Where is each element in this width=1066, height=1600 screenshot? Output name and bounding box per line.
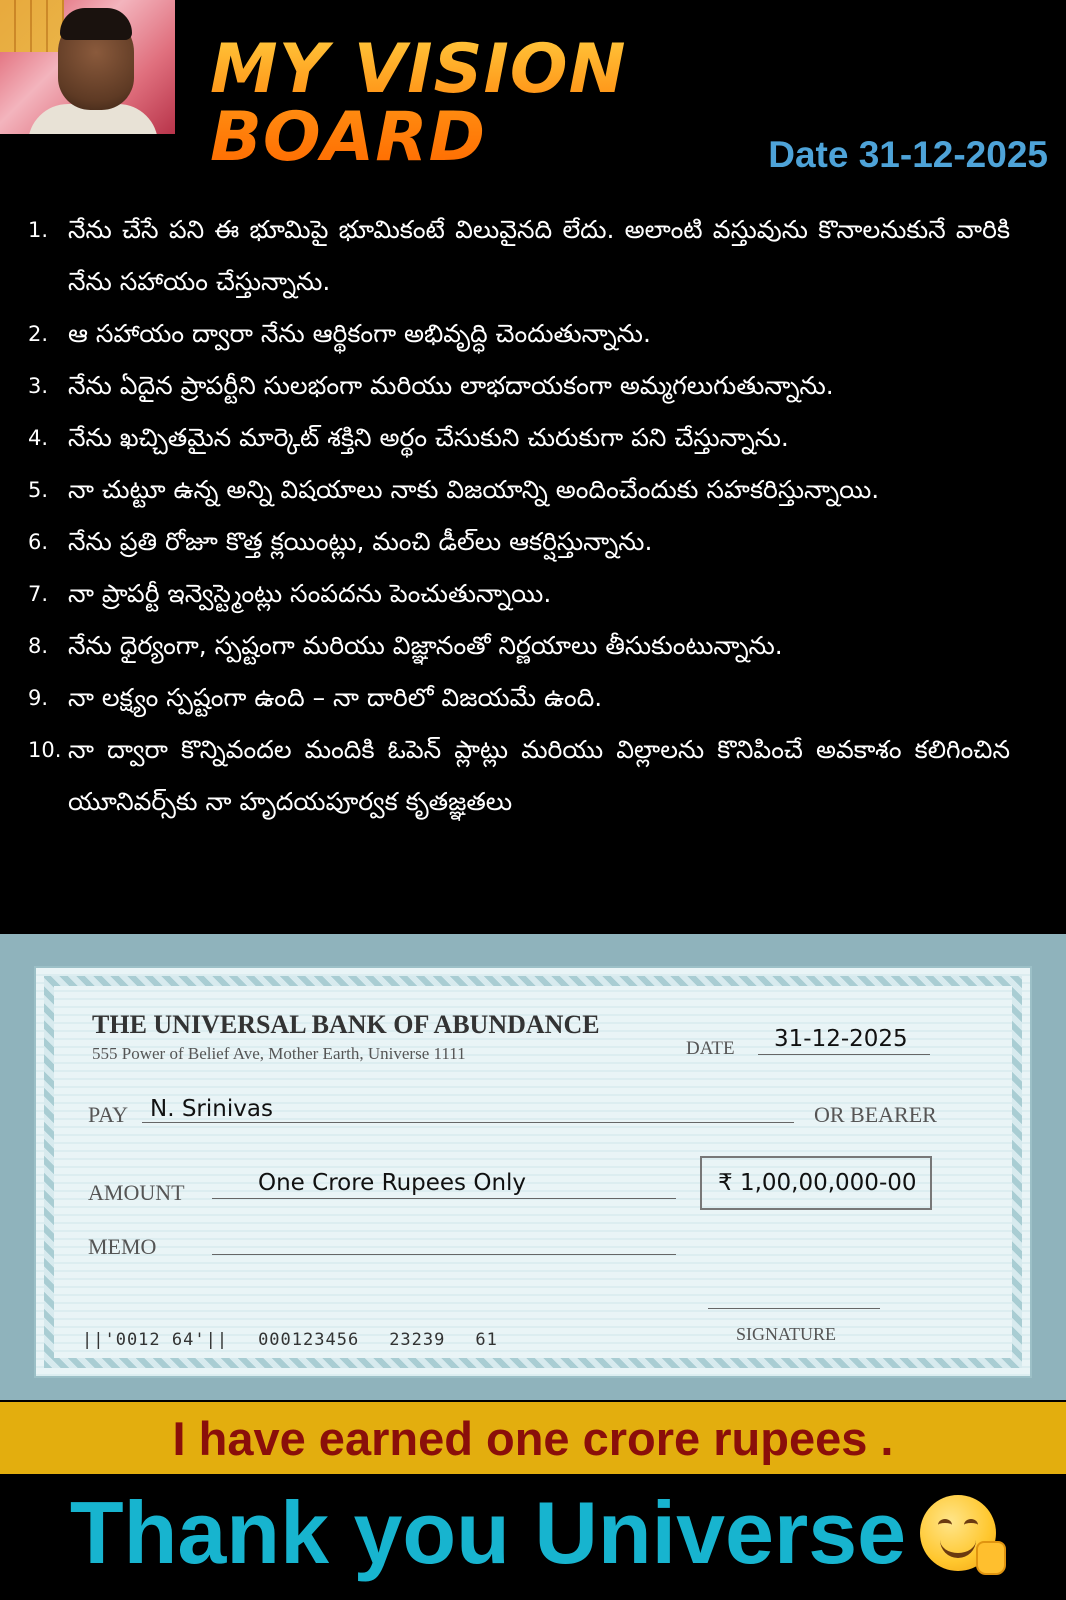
bearer-label: OR BEARER	[814, 1102, 937, 1127]
item-text: నా ద్వారా కొన్నివందల మందికి ఓపెన్ ప్లాట్లు మరియు విల్లాలను కొనిపించే అవకాశం కలిగించిన యూనివర్స్‌కు నా హృదయపూర్వక కృతజ్ఞతలు	[68, 735, 1010, 816]
micr-account: 23239	[389, 1330, 446, 1350]
item-text: నా ప్రాపర్టీ ఇన్వెస్ట్మెంట్లు సంపదను పెంచుతున్నాయి.	[68, 579, 552, 608]
memo-label: MEMO	[88, 1234, 157, 1259]
item-text: ఆ సహాయం ద్వారా నేను ఆర్థికంగా అభివృద్ధి చెందుతున్నాను.	[68, 319, 651, 348]
micr-cheque-number: ||'0012 64'||	[82, 1330, 229, 1350]
thanks-banner	[0, 1478, 1066, 1588]
list-item	[28, 620, 1010, 672]
signature-label: SIGNATURE	[736, 1324, 837, 1344]
list-item	[28, 724, 1010, 828]
item-number: 10.	[28, 738, 62, 762]
item-text: నేను చేసే పని ఈ భూమిపై భూమికంటే విలువైనది లేదు. అలాంటి వస్తువును కొనాలనుకునే వారికి నేను సహాయం చేస్తున్నాను.	[68, 215, 1010, 296]
item-text: నేను ఏదైన ప్రాపర్టీని సులభంగా మరియు లాభదాయకంగా అమ్మగలుగుతున్నాను.	[68, 371, 834, 400]
item-text: నా చుట్టూ ఉన్న అన్ని విషయాలు నాకు విజయాన్ని అందించేందుకు సహకరిస్తున్నాయి.	[68, 475, 880, 504]
photo-hair	[60, 8, 132, 40]
thanks-text: Thank you Universe	[69, 1483, 907, 1582]
list-item	[28, 672, 1010, 724]
list-item	[28, 412, 1010, 464]
item-number: 9.	[28, 686, 49, 710]
cheque	[34, 966, 1032, 1378]
item-number: 2.	[28, 322, 49, 346]
bank-address: 555 Power of Belief Ave, Mother Earth, Universe 1111	[92, 1044, 466, 1063]
date-label: DATE	[686, 1038, 735, 1059]
memo-line	[212, 1254, 676, 1255]
thumbs-up-icon	[976, 1541, 1006, 1575]
item-text: నా లక్ష్యం స్పష్టంగా ఉంది – నా దారిలో విజయమే ఉంది.	[68, 683, 603, 712]
item-number: 6.	[28, 530, 49, 554]
item-number: 4.	[28, 426, 49, 450]
amount-words: One Crore Rupees Only	[258, 1170, 527, 1196]
birthday-banner	[0, 0, 64, 52]
payee-name: N. Srinivas	[150, 1096, 273, 1122]
pay-label: PAY	[88, 1102, 128, 1127]
date-line	[758, 1054, 930, 1055]
item-text: నేను ప్రతి రోజూ కొత్త క్లయింట్లు, మంచి డీల్‌లు ఆకర్షిస్తున్నాను.	[68, 527, 653, 556]
affirmation-list	[28, 204, 1010, 828]
item-text: నేను ఖచ్చితమైన మార్కెట్ శక్తిని అర్థం చేసుకుని చురుకుగా పని చేస్తున్నాను.	[68, 423, 789, 452]
bank-name: THE UNIVERSAL BANK OF ABUNDANCE	[92, 1010, 600, 1039]
item-number: 7.	[28, 582, 49, 606]
page-title: MY VISION BOARD	[210, 36, 850, 172]
header-date: Date 31-12-2025	[768, 134, 1048, 175]
item-text: నేను ధైర్యంగా, స్పష్టంగా మరియు విజ్ఞానంతో నిర్ణయాలు తీసుకుంటున్నాను.	[68, 631, 783, 660]
item-number: 3.	[28, 374, 49, 398]
cheque-section	[0, 934, 1066, 1400]
smiling-face-thumbs-up-icon	[920, 1495, 996, 1571]
amount-label: AMOUNT	[88, 1180, 185, 1205]
item-number: 8.	[28, 634, 49, 658]
signature-line	[708, 1308, 880, 1309]
list-item	[28, 308, 1010, 360]
list-item	[28, 360, 1010, 412]
smiley-mouth	[940, 1535, 976, 1558]
profile-photo	[0, 0, 175, 134]
item-number: 5.	[28, 478, 49, 502]
amount-figure-box: ₹ 1,00,00,000-00	[700, 1156, 932, 1210]
earned-banner: I have earned one crore rupees .	[0, 1402, 1066, 1474]
list-item	[28, 464, 1010, 516]
pay-line	[142, 1122, 794, 1123]
micr-transaction: 61	[475, 1330, 498, 1350]
list-item	[28, 516, 1010, 568]
item-number: 1.	[28, 218, 49, 242]
micr-line	[82, 1330, 498, 1350]
list-item	[28, 568, 1010, 620]
list-item	[28, 204, 1010, 308]
smiley-eye	[964, 1519, 978, 1531]
amount-line	[212, 1198, 676, 1199]
date-value: 31-12-2025	[774, 1026, 908, 1052]
micr-code: 000123456	[258, 1330, 360, 1350]
